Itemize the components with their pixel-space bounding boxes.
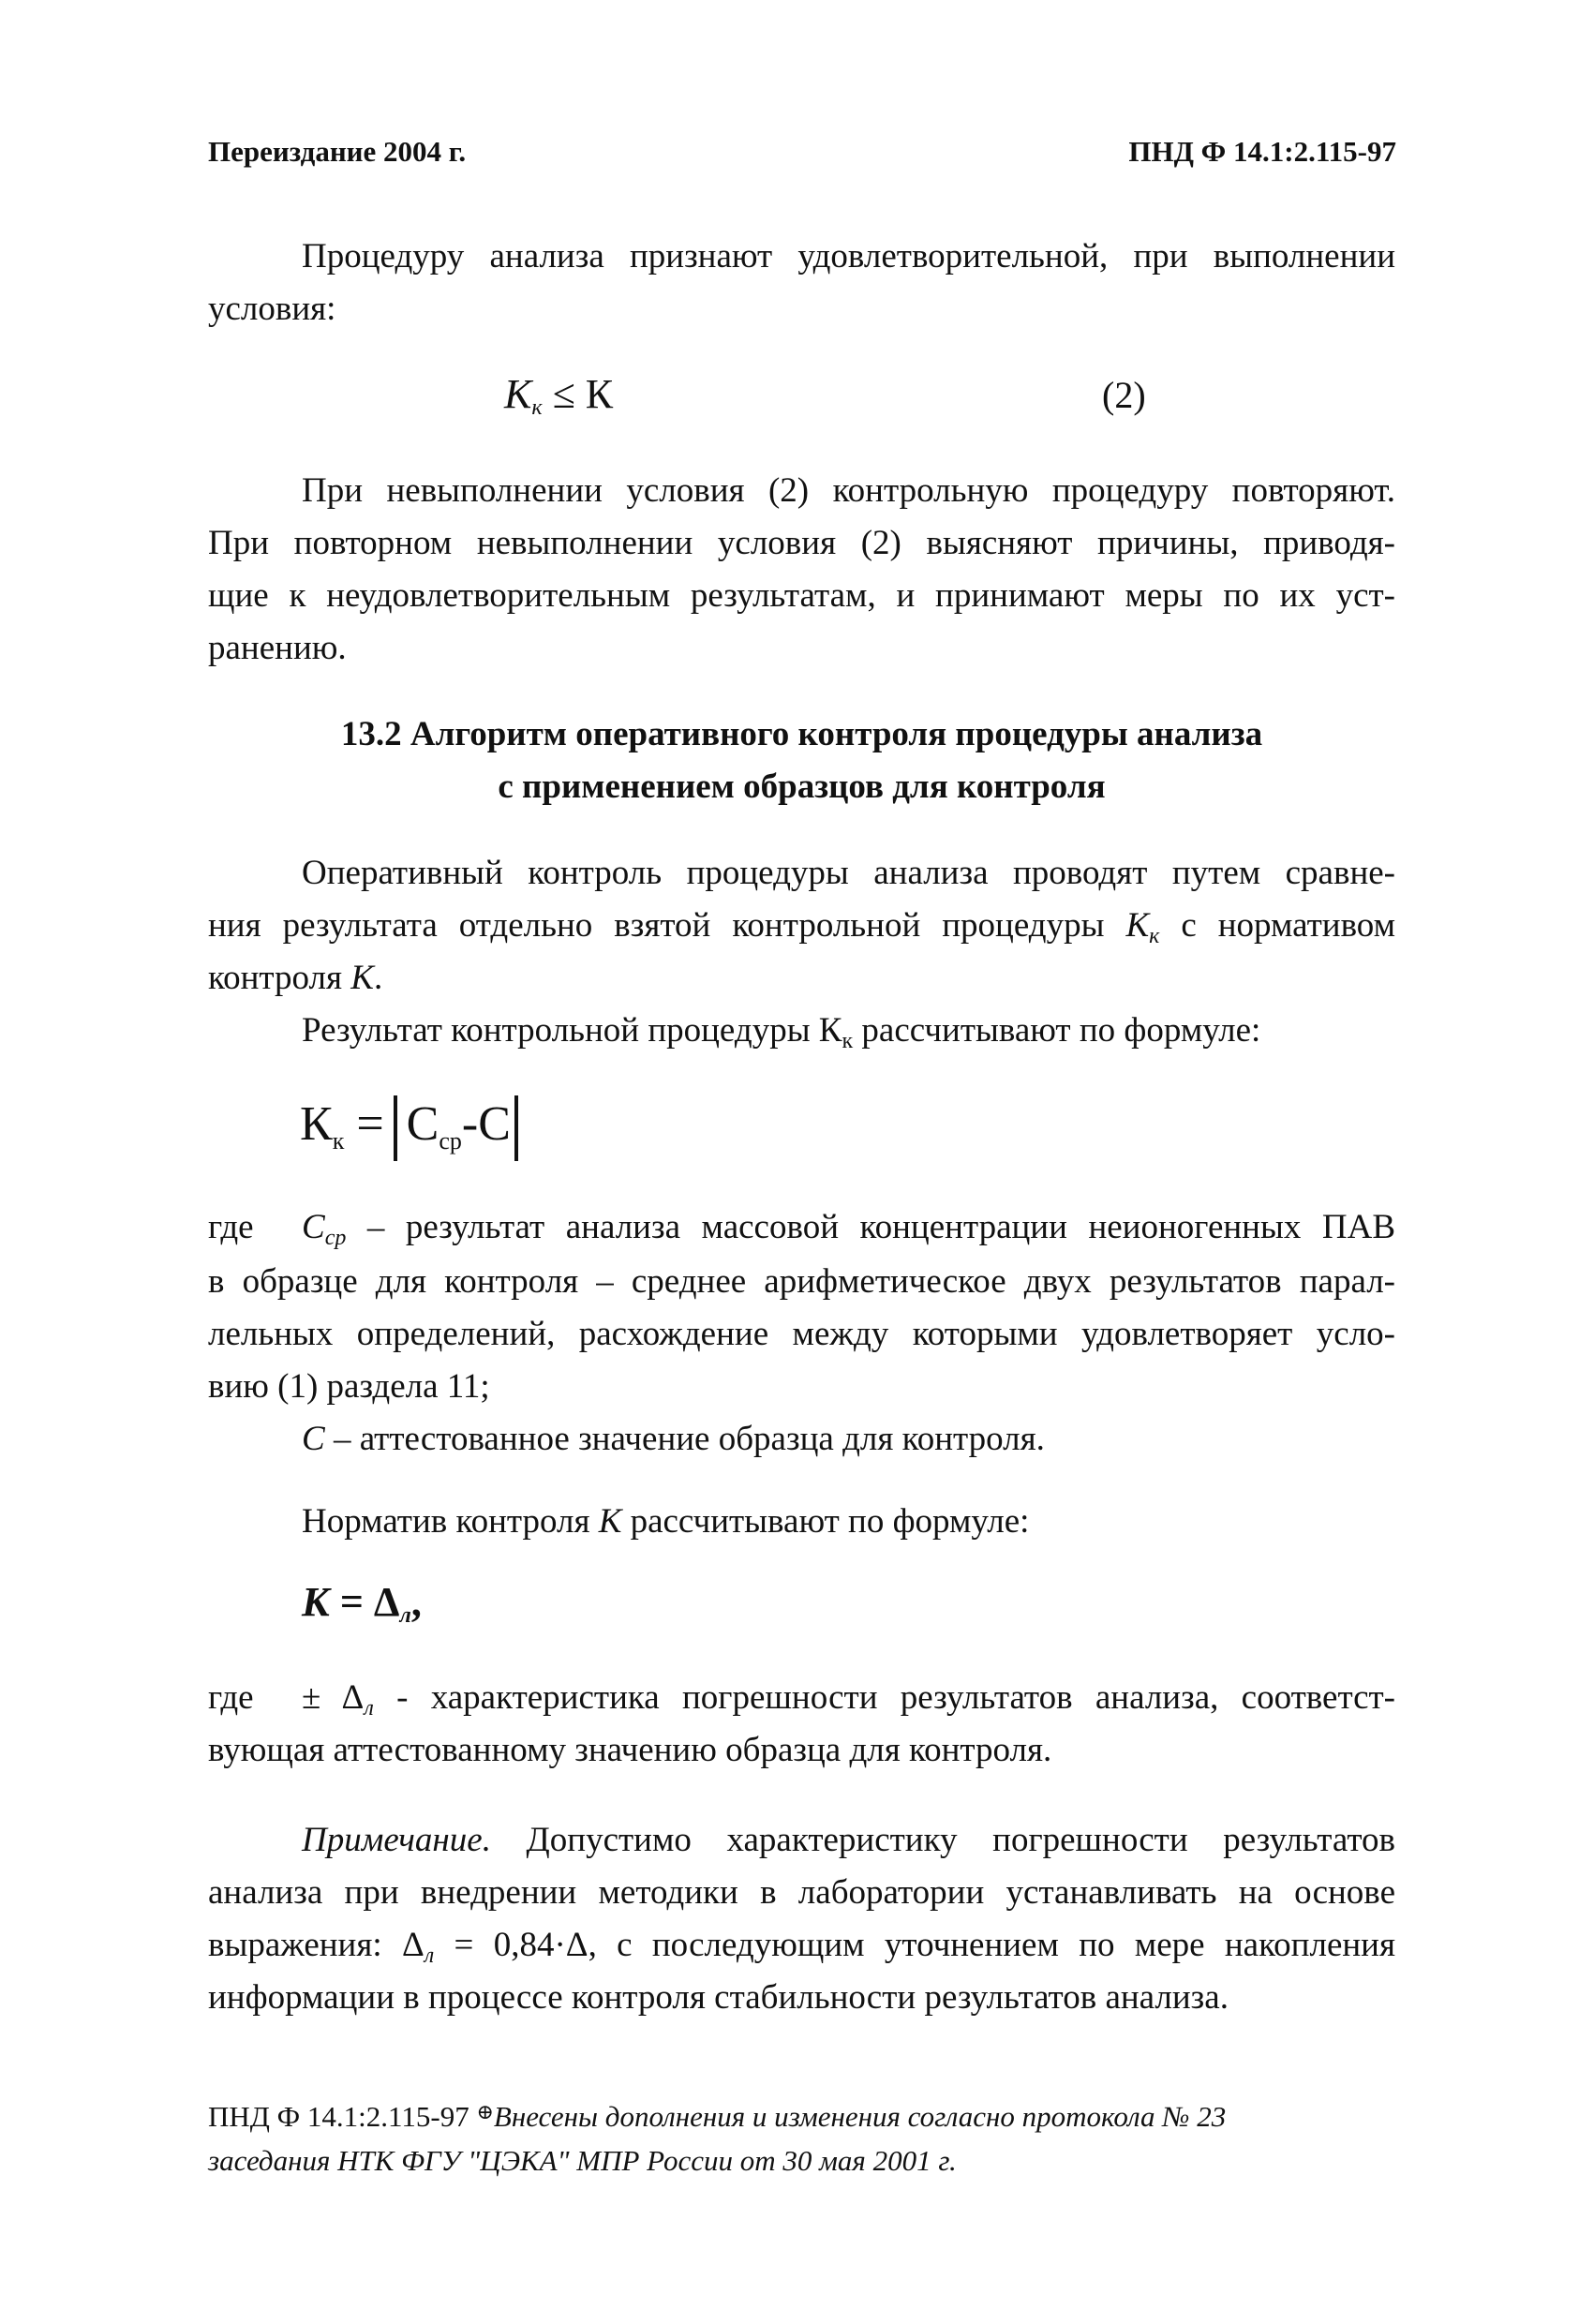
section-title-line2: с применением образцов для контроля bbox=[498, 767, 1106, 806]
footer-line2: заседания НТК ФГУ "ЦЭКА" МПР России от 30 мая 2001 г. bbox=[208, 2144, 957, 2177]
para5-text-b: рассчитывают по формуле: bbox=[621, 1502, 1030, 1541]
para2-line4: ранению. bbox=[208, 629, 347, 667]
where1-line5 bbox=[302, 1413, 1489, 1466]
where2-text-a: ± Δ bbox=[302, 1678, 365, 1717]
formula-k-eq: = Δ bbox=[329, 1579, 400, 1625]
para2-line1: При невыполнении условия (2) контрольную процедуру повторяют. bbox=[302, 471, 1395, 510]
note-line4: информации в процессе контроля стабильности результатов анализа. bbox=[208, 1978, 1229, 2017]
para3-line2-sub: к bbox=[1149, 924, 1160, 948]
footer-mark-icon: ⊕ bbox=[476, 2100, 494, 2123]
para2-line2: При повторном невыполнении условия (2) выясняют причины, приводя- bbox=[208, 524, 1395, 562]
para4-sub: к bbox=[842, 1029, 854, 1053]
note-label: Примечание. bbox=[302, 1821, 491, 1859]
where1-line2: в образце для контроля – среднее арифметическое двух результатов парал- bbox=[208, 1262, 1395, 1301]
header-right: ПНД Ф 14.1:2.115-97 bbox=[1128, 135, 1396, 168]
para3-line1: Оперативный контроль процедуры анализа проводят путем сравне- bbox=[302, 854, 1395, 892]
note-line1-rest: Допустимо характеристику погрешности результатов bbox=[490, 1821, 1395, 1859]
para3-line2-k: K bbox=[1125, 906, 1150, 945]
formula-kk-csub: ср bbox=[439, 1127, 462, 1155]
where2-text-b: - характеристика погрешности результатов анализа, соответст- bbox=[373, 1678, 1395, 1717]
para4-text-b: рассчитывают по формуле: bbox=[853, 1011, 1261, 1050]
formula-kk-minus-c: -С bbox=[461, 1097, 511, 1151]
para5-k: К bbox=[598, 1502, 622, 1541]
where1-line1 bbox=[302, 1201, 1395, 1264]
footer-code: ПНД Ф 14.1:2.115-97 bbox=[208, 2100, 477, 2133]
note-line3-b: = 0,84·Δ, с последующим уточнением по мере накопления bbox=[434, 1926, 1395, 1964]
abs-bar-right bbox=[514, 1095, 518, 1161]
para3-line3-k: K bbox=[350, 959, 374, 997]
where1-sym: C bbox=[302, 1208, 325, 1246]
note-line2: анализа при внедрении методики в лаборатории устанавливать на основе bbox=[208, 1873, 1395, 1912]
where1-label: где bbox=[208, 1208, 254, 1246]
section-title-line1: 13.2 Алгоритм оперативного контроля процедуры анализа bbox=[340, 715, 1263, 753]
formula-k-lhs: К bbox=[302, 1579, 330, 1625]
footer-line1-italic: Внесены дополнения и изменения согласно протокола № 23 bbox=[493, 2100, 1227, 2133]
formula-kk bbox=[300, 1087, 528, 1179]
para5-text-a: Норматив контроля bbox=[302, 1502, 599, 1541]
formula-kk-base: К bbox=[300, 1097, 333, 1151]
para3-line2-a: ния результата отдельно взятой контрольной процедуры bbox=[208, 906, 1126, 945]
where1-line5-text: – аттестованное значение образца для контроля. bbox=[324, 1420, 1045, 1458]
para1-line2: условия: bbox=[208, 290, 336, 328]
para3-line3 bbox=[208, 952, 1395, 1005]
para2-line3: щие к неудовлетворительным результатам, и принимают меры по их уст- bbox=[208, 576, 1395, 615]
formula-k-tail: , bbox=[410, 1579, 422, 1625]
where1-sym-sub: ср bbox=[324, 1226, 347, 1250]
note-line3-a: выражения: Δ bbox=[208, 1926, 425, 1964]
formula-k bbox=[302, 1578, 422, 1629]
para3-line3-a: контроля bbox=[208, 959, 351, 997]
formula-kk-sub: к bbox=[332, 1127, 345, 1155]
where1-line5-sym: С bbox=[302, 1420, 325, 1458]
header-left: Переиздание 2004 г. bbox=[208, 135, 467, 168]
formula-2 bbox=[504, 370, 613, 421]
formula-kk-eq: = bbox=[356, 1097, 384, 1151]
where2-line2: вующая аттестованному значению образца для контроля. bbox=[208, 1731, 1052, 1769]
formula-2-lhs-sub: к bbox=[531, 395, 543, 420]
where1-dash-text: – результат анализа массовой концентрации неионогенных ПАВ bbox=[346, 1208, 1395, 1246]
note-line3-sub: л bbox=[424, 1944, 435, 1968]
formula-2-lhs: K bbox=[504, 371, 532, 417]
para4 bbox=[208, 1005, 1395, 1067]
para3-line3-b: . bbox=[373, 959, 383, 997]
formula-k-sub: л bbox=[399, 1603, 411, 1628]
where2-label: где bbox=[208, 1678, 254, 1717]
para5 bbox=[208, 1496, 1395, 1548]
para3-line2-b: с нормативом bbox=[1159, 906, 1396, 945]
para4-text-a: Результат контрольной процедуры К bbox=[302, 1011, 842, 1050]
formula-2-relation: ≤ К bbox=[542, 371, 614, 417]
where1-line4: вию (1) раздела 11; bbox=[208, 1367, 490, 1406]
note-line1 bbox=[208, 1814, 1395, 1867]
footer-line1 bbox=[208, 2088, 1408, 2141]
formula-2-number: (2) bbox=[1102, 374, 1146, 416]
formula-kk-c: С bbox=[406, 1097, 439, 1151]
para1-line1: Процедуру анализа признают удовлетворительной, при выполнении bbox=[302, 237, 1395, 276]
abs-bar-left bbox=[394, 1095, 397, 1161]
where2-sub: л bbox=[364, 1696, 374, 1721]
where1-line3: лельных определений, расхождение между которыми удовлетворяет усло- bbox=[208, 1315, 1395, 1353]
